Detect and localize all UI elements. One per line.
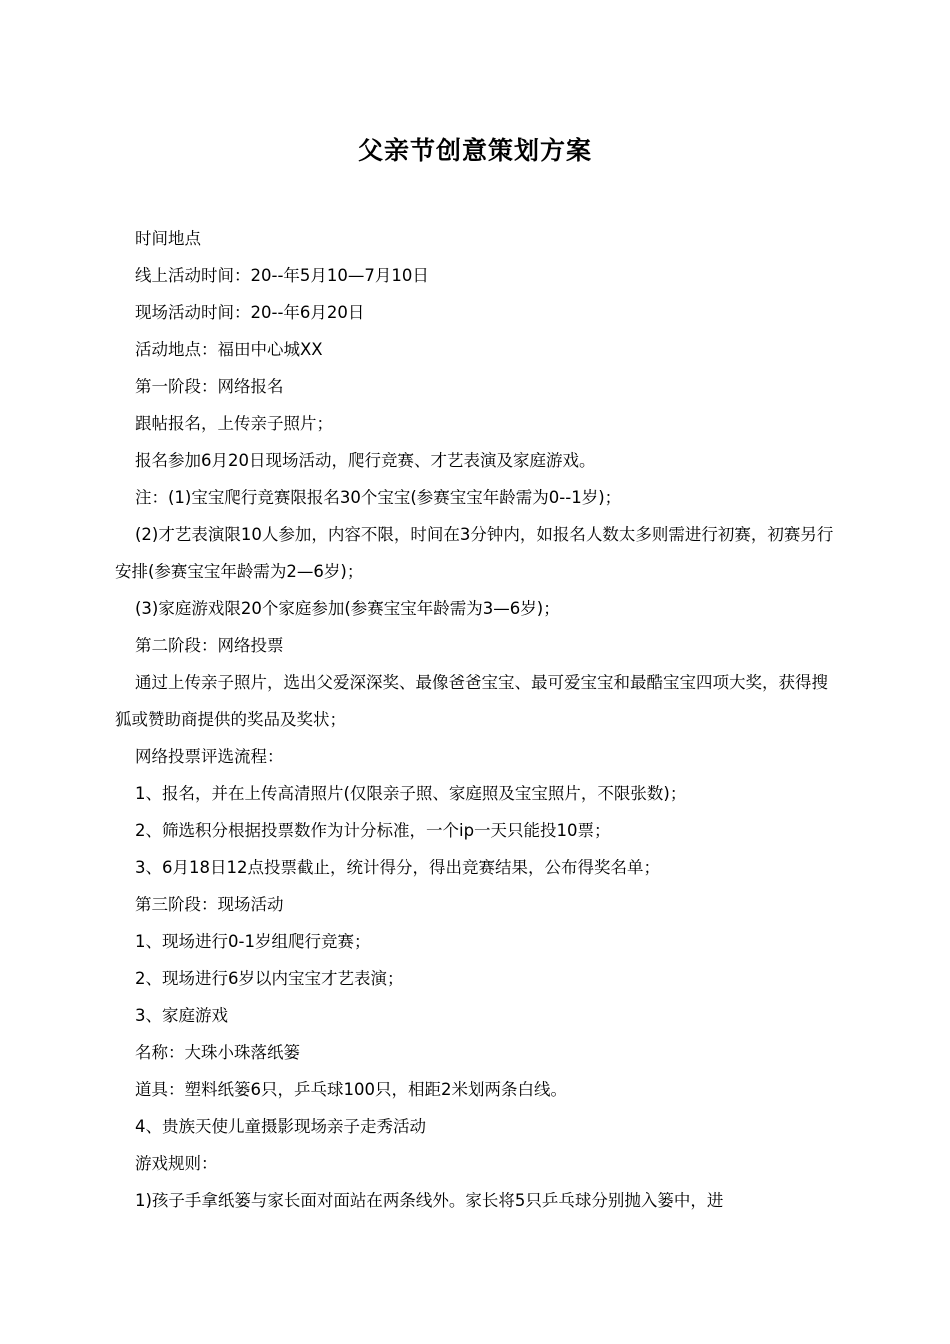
- paragraph-stage-two-awards: 通过上传亲子照片，选出父爱深深奖、最像爸爸宝宝、最可爱宝宝和最酷宝宝四项大奖，获得搜狐或赞助商提供的奖品及奖状；: [115, 673, 828, 729]
- paragraph-onsite-time: 现场活动时间：20--年6月20日: [135, 303, 365, 322]
- paragraph-stage-one-upload: 跟帖报名，上传亲子照片；: [135, 414, 333, 433]
- paragraph-onsite-item-1: 1、现场进行0-1岁组爬行竞赛；: [135, 932, 371, 951]
- paragraph-online-time: 线上活动时间：20--年5月10—7月10日: [135, 266, 429, 285]
- paragraph-voting-process-heading: 网络投票评选流程：: [135, 747, 284, 766]
- paragraph-note-2: (2)才艺表演限10人参加，内容不限，时间在3分钟内，如报名人数太多则需进行初赛，初赛另行安排(参赛宝宝年龄需为2—6岁)；: [115, 525, 834, 581]
- paragraph-time-place-heading: 时间地点: [135, 229, 201, 248]
- document-body: [115, 220, 840, 1219]
- paragraph-onsite-item-4: 4、贵族天使儿童摄影现场亲子走秀活动: [135, 1117, 426, 1136]
- paragraph-game-name: 名称：大珠小珠落纸篓: [135, 1043, 300, 1062]
- paragraph-stage-two-heading: 第二阶段：网络投票: [135, 636, 284, 655]
- paragraph-note-3: (3)家庭游戏限20个家庭参加(参赛宝宝年龄需为3—6岁)；: [135, 599, 560, 618]
- paragraph-onsite-item-3: 3、家庭游戏: [135, 1006, 228, 1025]
- paragraph-game-props: 道具：塑料纸篓6只，乒乓球100只，相距2米划两条白线。: [135, 1080, 567, 1099]
- paragraph-voting-step-1: 1、报名，并在上传高清照片(仅限亲子照、家庭照及宝宝照片，不限张数)；: [135, 784, 687, 803]
- paragraph-note-1: 注：(1)宝宝爬行竞赛限报名30个宝宝(参赛宝宝年龄需为0--1岁)；: [135, 488, 622, 507]
- paragraph-game-rule-1: 1)孩子手拿纸篓与家长面对面站在两条线外。家长将5只乒乓球分别抛入篓中，进: [135, 1191, 724, 1210]
- paragraph-onsite-item-2: 2、现场进行6岁以内宝宝才艺表演；: [135, 969, 404, 988]
- paragraph-stage-one-heading: 第一阶段：网络报名: [135, 377, 284, 396]
- paragraph-game-rules-heading: 游戏规则：: [135, 1154, 218, 1173]
- paragraph-voting-step-3: 3、6月18日12点投票截止，统计得分，得出竞赛结果，公布得奖名单；: [135, 858, 660, 877]
- document-title: 父亲节创意策划方案: [357, 136, 592, 165]
- paragraph-stage-one-signup: 报名参加6月20日现场活动，爬行竞赛、才艺表演及家庭游戏。: [135, 451, 596, 470]
- paragraph-stage-three-heading: 第三阶段：现场活动: [135, 895, 284, 914]
- paragraph-location: 活动地点：福田中心城XX: [135, 340, 323, 359]
- paragraph-voting-step-2: 2、筛选积分根据投票数作为计分标准，一个ip一天只能投10票；: [135, 821, 611, 840]
